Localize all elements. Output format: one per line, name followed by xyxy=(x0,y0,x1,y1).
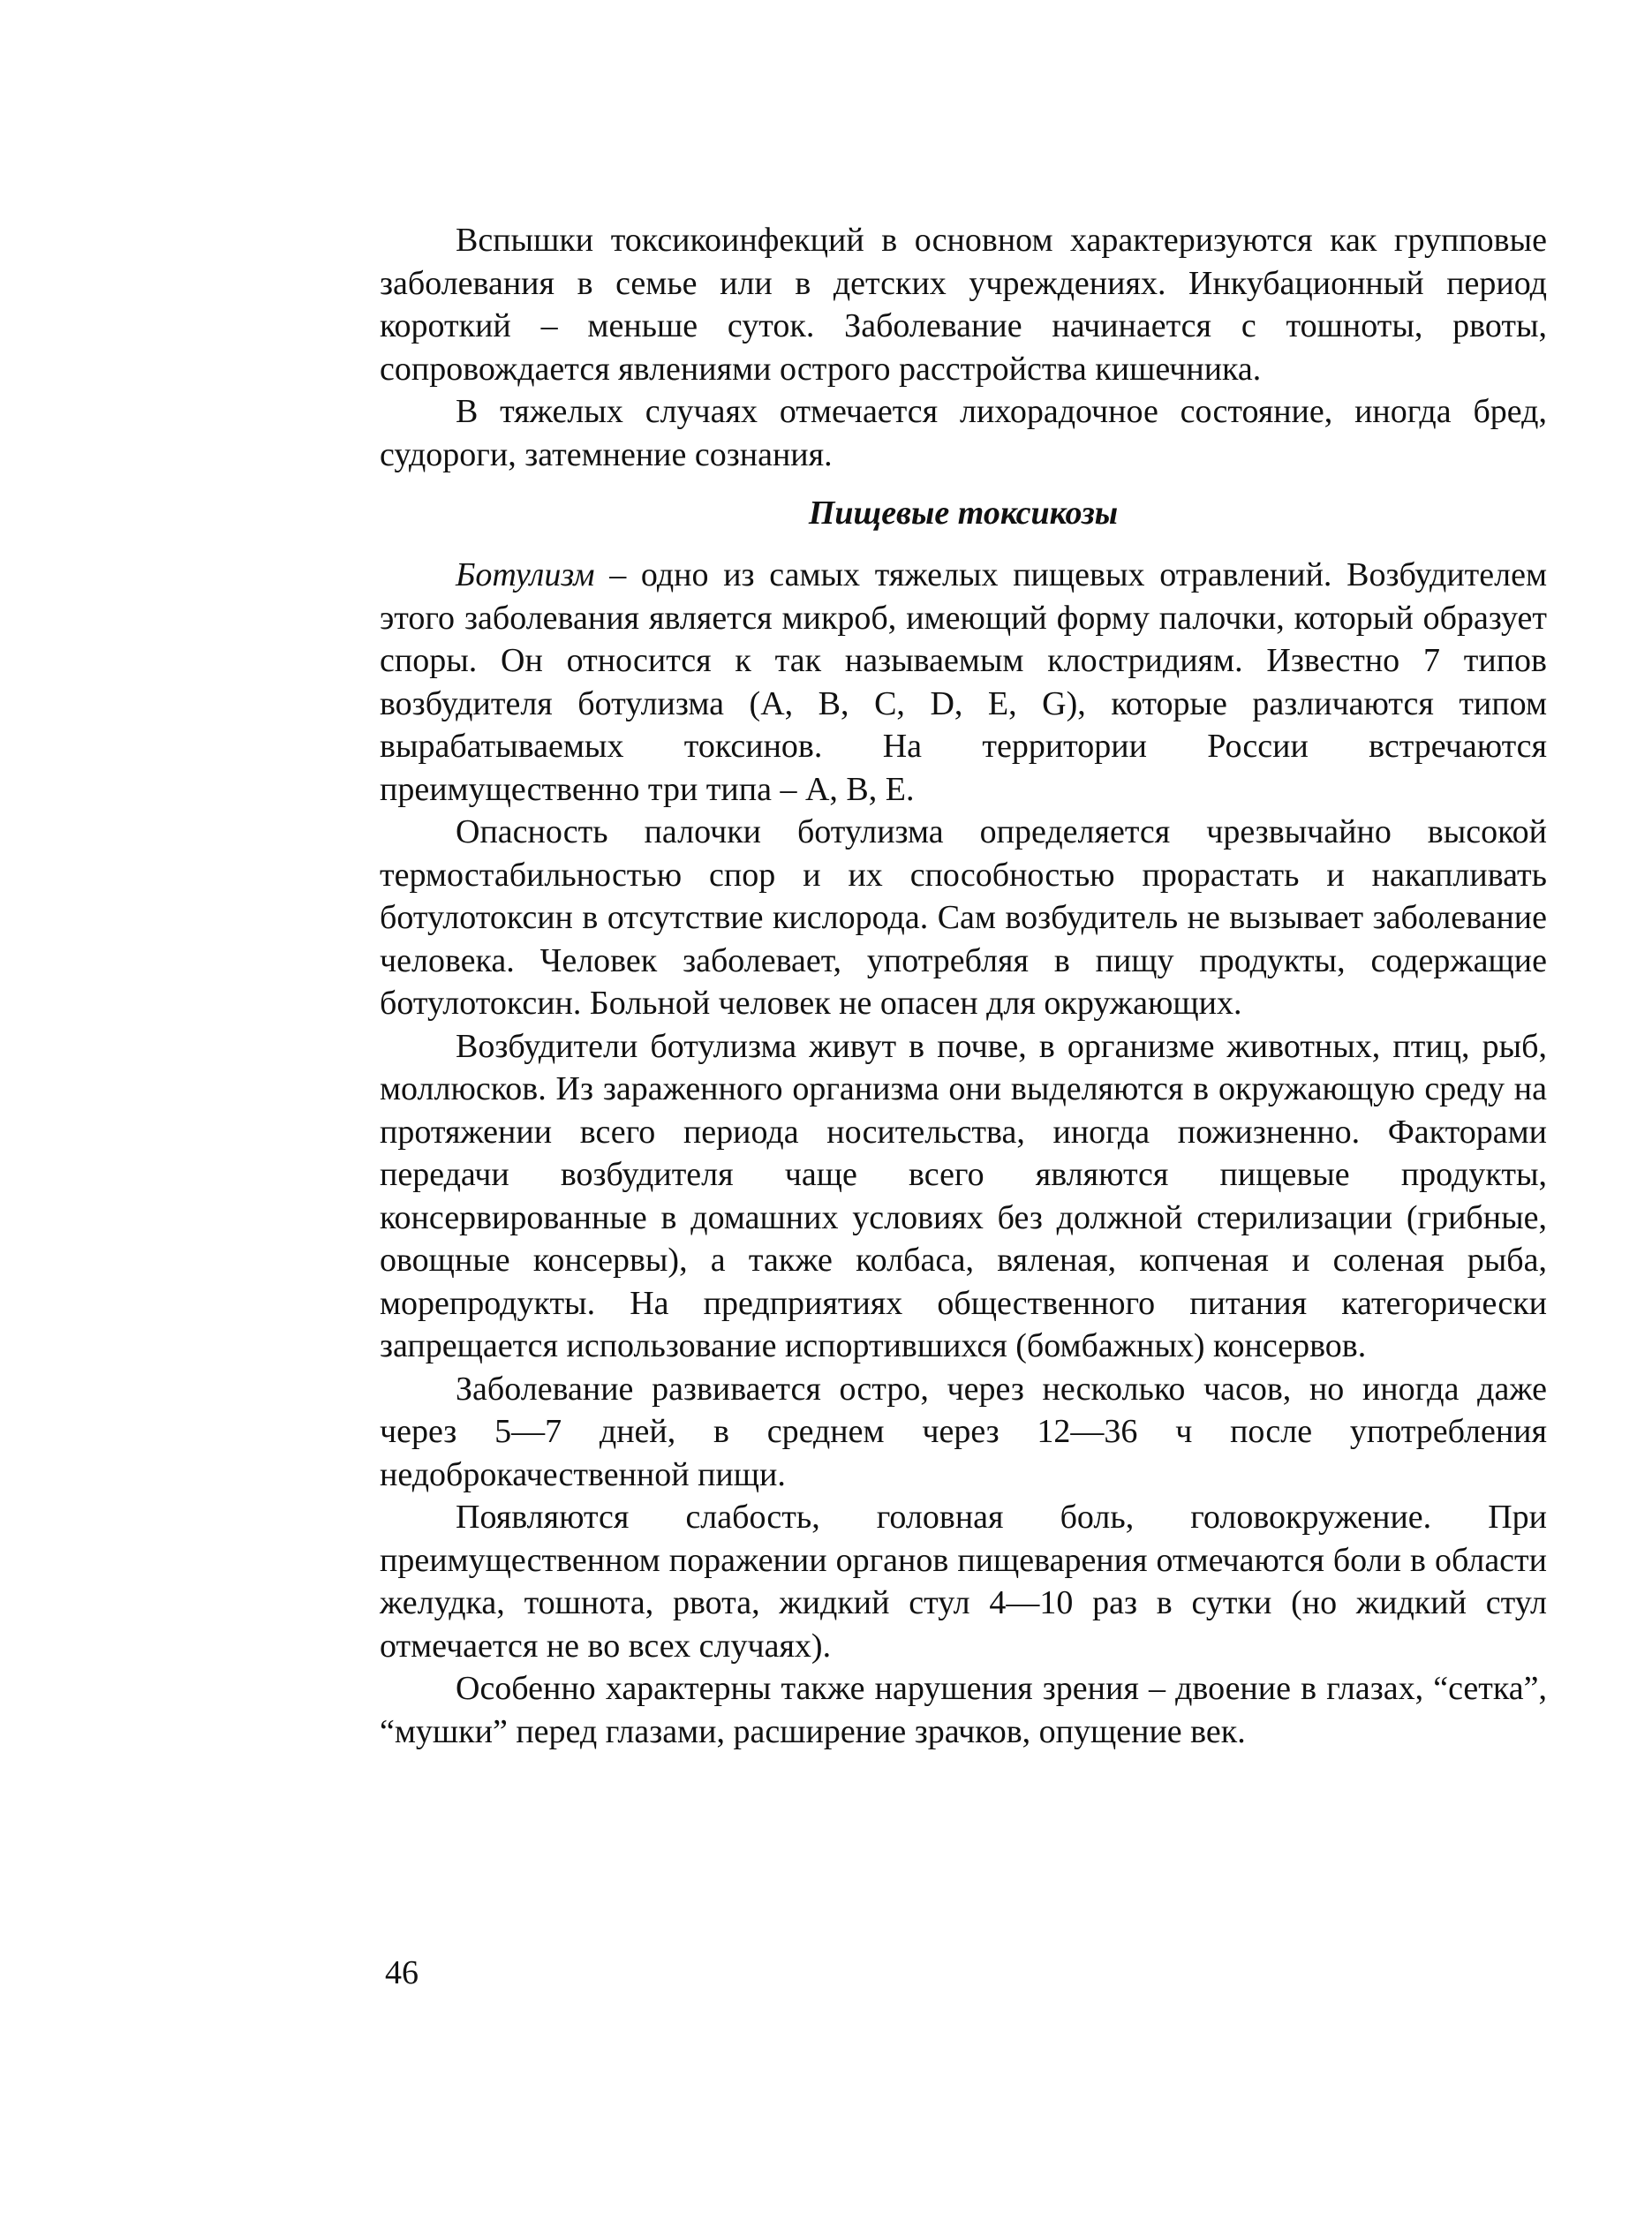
paragraph-botulism-intro xyxy=(380,554,1547,811)
botulism-intro-text: – одно из самых тяжелых пищевых отравлений. Возбудителем этого заболевания является микроб, имеющий форму палочки, который образует споры. Он относится к так называемым клостридиям. Известно 7 типов возбудителя ботулизма (А, В, С, D, Е, G), которые различаются типом вырабатываемых токсинов. На территории России встречаются преимущественно три типа – А, В, Е. xyxy=(380,556,1547,808)
paragraph-botulism-sources: Возбудители ботулизма живут в почве, в организме животных, птиц, рыб, моллюсков. Из зараженного организма они выделяются в окружающую среду на протяжении всего периода носительства, иногда пожизненно. Факторами передачи возбудителя чаще всего являются пищевые продукты, консервированные в домашних условиях без должной стерилизации (грибные, овощные консервы), а также колбаса, вяленая, копченая и соленая рыба, морепродукты. На предприятиях общественного питания категорически запрещается использование испортившихся (бомбажных) консервов. xyxy=(380,1027,1547,1364)
paragraph-vision-disorders: Особенно характерны также нарушения зрения – двоение в глазах, “сетка”, “мушки” перед глазами, расширение зрачков, опущение век. xyxy=(380,1670,1547,1750)
paragraph-botulism-danger: Опасность палочки ботулизма определяется чрезвычайно высокой термостабильностью спор и их способностью прорастать и накапливать ботулотоксин в отсутствие кислорода. Сам возбудитель не вызывает заболевание человека. Человек заболевает, употребляя в пищу продукты, содержащие ботулотоксин. Больной человек не опасен для окружающих. xyxy=(380,813,1547,1022)
botulism-term: Ботулизм xyxy=(456,556,595,593)
paragraph-symptoms: Появляются слабость, головная боль, головокружение. При преимущественном поражении органов пищеварения отмечаются боли в области желудка, тошнота, рвота, жидкий стул 4—10 раз в сутки (но жидкий стул отмечается не во всех случаях). xyxy=(380,1499,1547,1665)
page-number: 46 xyxy=(385,1954,419,1991)
body-text xyxy=(380,219,1547,1753)
paragraph-disease-onset: Заболевание развивается остро, через несколько часов, но иногда даже через 5—7 дней, в среднем через 12—36 ч после употребления недоброкачественной пищи. xyxy=(380,1370,1547,1493)
paragraph-toxicoinfection-outbreaks: Вспышки токсикоинфекций в основном характеризуются как групповые заболевания в семье или в детских учреждениях. Инкубационный период короткий – меньше суток. Заболевание начинается с тошноты, рвоты, сопровождается явлениями острого расстройства кишечника. xyxy=(380,222,1547,388)
paragraph-severe-cases: В тяжелых случаях отмечается лихорадочное состояние, иногда бред, судороги, затемнение сознания. xyxy=(380,393,1547,473)
section-heading: Пищевые токсикозы xyxy=(808,495,1119,532)
